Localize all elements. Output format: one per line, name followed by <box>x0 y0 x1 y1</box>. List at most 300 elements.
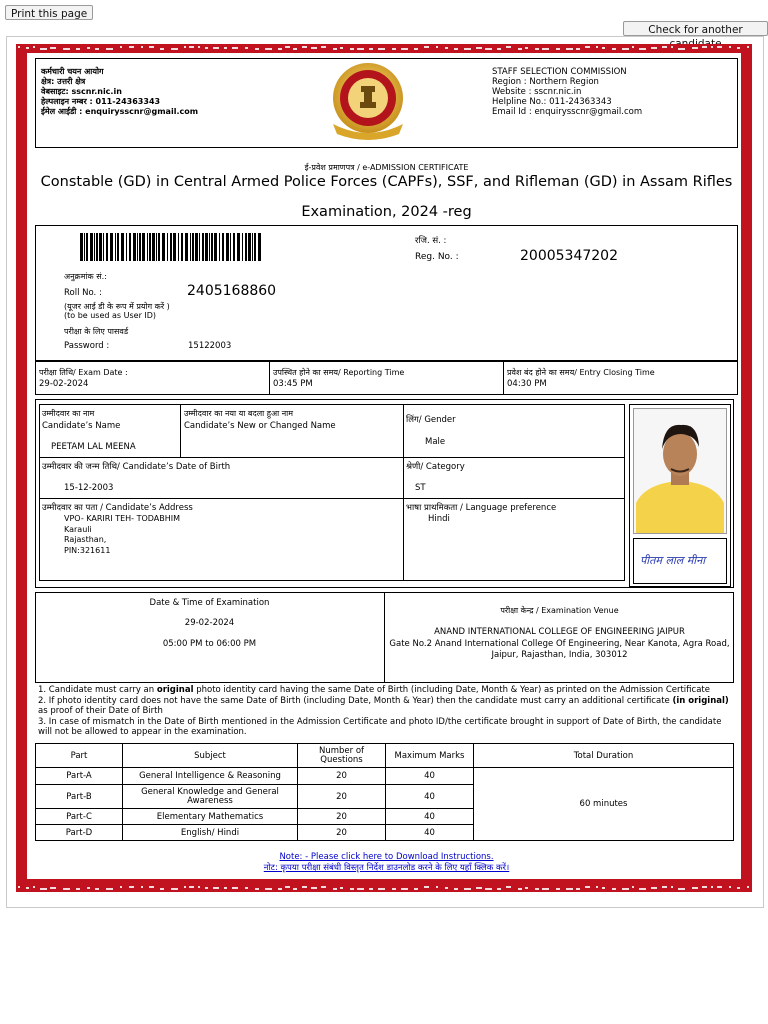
border-dash <box>729 46 731 48</box>
border-dash <box>302 886 307 888</box>
border-dash <box>535 48 539 50</box>
border-dash <box>632 886 634 888</box>
address-value <box>64 514 180 556</box>
print-page-button[interactable]: Print this page <box>5 5 93 20</box>
category-label: श्रेणी/ Category <box>406 462 465 472</box>
border-dash <box>454 888 458 890</box>
roll-note-en: (to be used as User ID) <box>64 311 157 320</box>
border-dash <box>651 887 657 889</box>
border-dash <box>160 48 164 50</box>
border-dash <box>141 886 143 888</box>
barcode-bar <box>126 233 127 261</box>
border-dash <box>285 46 290 48</box>
divider <box>39 457 625 458</box>
border-dash <box>198 46 200 48</box>
border-dash <box>87 887 90 889</box>
instruction-text: photo identity card having the same Date of Birth (including Date, Month & Year) as printed on the Admission Certificate <box>193 685 710 695</box>
border-dash <box>26 887 29 889</box>
border-dash <box>576 48 580 50</box>
barcode-bar <box>103 233 104 261</box>
venue-address-line: Gate No.2 Anand International College Of Engineering, Near Kanota, Agra Road, <box>389 639 730 649</box>
border-dash <box>596 886 598 888</box>
barcode-bar <box>96 233 98 261</box>
border-dash <box>149 46 154 48</box>
divider <box>403 404 404 581</box>
border-dash <box>737 47 740 49</box>
venue-label: परीक्षा केन्द्र / Examination Venue <box>500 606 619 615</box>
border-dash <box>321 886 326 888</box>
border-dash <box>747 886 749 888</box>
barcode-bar <box>86 233 88 261</box>
border-dash <box>497 888 501 890</box>
barcode-bar <box>242 233 243 261</box>
barcode-bar <box>214 233 217 261</box>
border-dash <box>160 888 164 890</box>
barcode-bar <box>158 233 160 261</box>
border-dash <box>18 46 20 48</box>
cell-questions: 20 <box>298 768 386 785</box>
border-dash <box>357 888 364 890</box>
barcode-bar <box>115 233 116 261</box>
barcode-bar <box>149 233 151 261</box>
barcode-bar <box>192 233 194 261</box>
barcode-bar <box>209 233 210 261</box>
reg-label-en: Reg. No. : <box>415 252 459 262</box>
cell-part: Part-D <box>36 825 123 841</box>
dob-label: उम्मीदवार की जन्म तिथि/ Candidate’s Date of Birth <box>42 462 231 472</box>
header-english <box>492 67 642 117</box>
border-dash <box>585 886 590 888</box>
divider <box>180 404 181 457</box>
border-dash <box>76 888 80 890</box>
cell-questions: 20 <box>298 809 386 825</box>
new-name-label-en: Candidate’s New or Changed Name <box>184 421 336 431</box>
cell-questions: 20 <box>298 825 386 841</box>
border-dash <box>369 48 373 50</box>
reg-label-hi: रजि. सं. : <box>415 236 447 246</box>
barcode-bar <box>181 233 183 261</box>
divider <box>269 361 270 395</box>
border-dash <box>255 888 259 890</box>
border-dash <box>401 888 408 890</box>
reporting-time-value: 03:45 PM <box>273 379 313 389</box>
border-dash <box>129 46 134 48</box>
barcode-bar <box>133 233 136 261</box>
header-en-line: Region : Northern Region <box>492 77 599 87</box>
reporting-time-label: उपस्थित होने का समय/ Reporting Time <box>273 368 405 377</box>
border-dash <box>662 46 667 48</box>
border-dash <box>596 46 598 48</box>
border-dash <box>464 48 471 50</box>
border-dash <box>476 887 482 889</box>
cell-subject: General Intelligence & Reasoning <box>123 768 298 785</box>
instruction-bold: original <box>156 685 194 695</box>
cell-subject: English/ Hindi <box>123 825 298 841</box>
border-dash <box>518 888 522 890</box>
address-line: Rajasthan, <box>64 535 107 544</box>
border-dash <box>33 46 35 48</box>
gender-label: लिंग/ Gender <box>406 415 456 425</box>
exam-title-line2: Examination, 2024 -reg <box>301 204 472 220</box>
candidate-photo-image <box>634 409 726 533</box>
border-dash <box>213 887 219 889</box>
border-dash <box>576 888 580 890</box>
candidate-name-value: PEETAM LAL MEENA <box>51 442 136 452</box>
border-dash <box>747 46 749 48</box>
password-label-en: Password : <box>64 341 110 351</box>
border-dash <box>464 888 471 890</box>
header-en-line: Helpline No.: 011-24363343 <box>492 97 612 107</box>
border-dash <box>392 48 396 50</box>
exam-datetime-label: Date & Time of Examination <box>149 598 270 608</box>
name-label-en: Candidate’s Name <box>42 421 121 431</box>
border-dash <box>50 887 56 889</box>
border-dash <box>436 46 438 48</box>
barcode-bar <box>252 233 253 261</box>
border-dash <box>717 886 722 888</box>
password-label-hi: परीक्षा के लिए पासवर्ड <box>64 327 129 336</box>
download-instructions-link-hindi[interactable]: नोट: कृपया परीक्षा संबंधी विस्तृत निर्देश डाउनलोड करने के लिए यहाँ क्लिक करें। <box>263 863 510 873</box>
roll-label-hi: अनुक्रमांक सं.: <box>64 272 107 281</box>
check-another-candidate-button[interactable]: Check for another <box>623 21 768 36</box>
border-dash <box>556 48 560 50</box>
border-dash <box>232 887 238 889</box>
border-dash <box>302 46 307 48</box>
border-dash <box>454 48 458 50</box>
border-dash <box>232 47 238 49</box>
barcode-bar <box>178 233 179 261</box>
border-dash <box>224 887 227 889</box>
download-instructions-link[interactable]: Note: - Please click here to Download Instructions. <box>279 852 494 862</box>
entry-closing-value: 04:30 PM <box>507 379 547 389</box>
border-dash <box>542 888 549 890</box>
border-dash <box>711 46 713 48</box>
border-dash <box>40 888 47 890</box>
border-dash <box>692 47 698 49</box>
border-dash <box>205 887 208 889</box>
barcode-bar <box>156 233 157 261</box>
border-dash <box>535 888 539 890</box>
barcode-bar <box>152 233 155 261</box>
border-dash <box>245 47 248 49</box>
border-dash <box>369 888 373 890</box>
border-dash <box>321 46 326 48</box>
border-dash <box>129 886 134 888</box>
divider <box>39 498 625 499</box>
address-line: PIN:321611 <box>64 545 111 555</box>
header-hi-line: हेल्पलाइन नम्बर : 011-24363343 <box>41 97 161 106</box>
header-hi-line: ईमेल आईडी : enquirysscnr@gmail.com <box>41 107 199 116</box>
header-hi-line: क्षेत्र: उत्तरी क्षेत्र <box>41 77 86 86</box>
border-dash <box>612 48 616 50</box>
roll-note-hi: (यूजर आई डी के रूप में प्रयोग करें ) <box>64 302 170 311</box>
barcode-bar <box>205 233 208 261</box>
border-dash <box>424 886 429 888</box>
border-dash <box>737 887 740 889</box>
border-dash <box>651 47 657 49</box>
border-dash <box>26 47 29 49</box>
address-line: VPO- KARIRI TEH- TODABHIM <box>64 514 181 523</box>
header-hi-line: कर्मचारी चयन आयोग <box>41 67 104 76</box>
border-dash <box>311 887 317 889</box>
barcode-bar <box>84 233 85 261</box>
border-dash <box>424 46 429 48</box>
barcode-bar <box>219 233 220 261</box>
border-dash <box>566 888 573 890</box>
exam-title-line1: Constable (GD) in Central Armed Police Forces (CAPFs), SSF, and Rifleman (GD) in Assam Rifles <box>40 174 733 190</box>
barcode-bar <box>106 233 108 261</box>
border-dash <box>278 48 282 50</box>
instruction-text: 1. Candidate must carry an <box>38 685 157 695</box>
barcode-bar <box>94 233 95 261</box>
border-dash <box>711 886 713 888</box>
border-dash <box>506 46 511 48</box>
border-dash <box>265 48 272 50</box>
border-dash <box>357 48 364 50</box>
border-dash <box>333 48 337 50</box>
marks-table <box>35 743 734 841</box>
border-dash <box>622 48 629 50</box>
border-dash <box>556 888 560 890</box>
dob-value: 15-12-2003 <box>64 483 114 493</box>
border-dash <box>265 888 272 890</box>
barcode-bar <box>170 233 172 261</box>
border-dash <box>525 887 528 889</box>
cell-marks: 40 <box>386 785 474 809</box>
border-dash <box>171 888 178 890</box>
cell-questions: 20 <box>298 785 386 809</box>
address-line: Karauli <box>64 524 92 534</box>
category-value: ST <box>415 483 426 493</box>
new-name-label-hi: उम्मीदवार का नया या बदला हुआ नाम <box>184 409 294 418</box>
instructions <box>38 685 731 738</box>
border-dash <box>717 46 722 48</box>
border-dash <box>311 47 317 49</box>
barcode-bar <box>230 233 231 261</box>
barcode-bar <box>222 233 224 261</box>
header-subject: Subject <box>123 744 298 768</box>
roll-no-value: 2405168860 <box>187 283 277 299</box>
border-dash <box>95 48 99 50</box>
border-dash <box>255 48 259 50</box>
barcode-bar <box>245 233 247 261</box>
border-dash <box>612 888 616 890</box>
border-dash <box>120 886 122 888</box>
instruction-text: 2. If photo identity card does not have the same Date of Birth (including Date, Month & Year) then the candidate must carry an additional certificate <box>38 695 673 706</box>
border-dash <box>632 46 634 48</box>
border-dash <box>678 888 685 890</box>
exam-date-value: 29-02-2024 <box>39 379 89 389</box>
border-dash <box>198 886 200 888</box>
border-dash <box>95 888 99 890</box>
border-dash <box>542 48 549 50</box>
barcode-bar <box>117 233 119 261</box>
border-dash <box>639 48 646 50</box>
border-dash <box>141 46 143 48</box>
border-dash <box>278 888 282 890</box>
border-dash <box>340 47 343 49</box>
reg-no-value: 20005347202 <box>520 248 618 264</box>
barcode-bar <box>211 233 213 261</box>
cell-part: Part-C <box>36 809 123 825</box>
header-questions: Number of Questions <box>298 744 386 768</box>
barcode-bar <box>90 233 93 261</box>
cell-duration: 60 minutes <box>474 768 734 841</box>
exam-date: 29-02-2024 <box>184 618 235 628</box>
header-part: Part <box>36 744 123 768</box>
cell-marks: 40 <box>386 825 474 841</box>
barcode-bar <box>80 233 83 261</box>
barcode-bar <box>190 233 191 261</box>
border-dash <box>350 48 354 50</box>
venue-name: ANAND INTERNATIONAL COLLEGE OF ENGINEERING JAIPUR <box>434 627 685 637</box>
barcode-bar <box>199 233 200 261</box>
border-dash <box>692 887 698 889</box>
barcode-bar <box>139 233 141 261</box>
border-dash <box>671 886 673 888</box>
barcode-icon <box>80 233 265 261</box>
barcode-bar <box>147 233 148 261</box>
border-dash <box>602 887 605 889</box>
barcode-bar <box>129 233 131 261</box>
border-dash <box>506 886 511 888</box>
cell-marks: 40 <box>386 809 474 825</box>
border-dash <box>585 46 590 48</box>
border-dash <box>149 886 154 888</box>
name-label-hi: उम्मीदवार का नाम <box>42 409 95 418</box>
border-dash <box>285 886 290 888</box>
border-dash <box>378 48 385 50</box>
border-dash <box>445 887 448 889</box>
barcode-bar <box>258 233 261 261</box>
cell-marks: 40 <box>386 768 474 785</box>
venue-address-line: Jaipur, Rajasthan, India, 303012 <box>491 650 628 660</box>
border-dash <box>333 888 337 890</box>
barcode-bar <box>142 233 145 261</box>
border-dash <box>622 888 629 890</box>
instruction-text: as proof of their Date of Birth <box>38 706 163 716</box>
divider <box>503 361 504 395</box>
border-pattern-top <box>16 45 752 51</box>
border-dash <box>224 47 227 49</box>
table-header-row <box>36 744 734 768</box>
border-dash <box>63 48 70 50</box>
border-dash <box>518 48 522 50</box>
border-dash <box>476 47 482 49</box>
border-dash <box>63 888 70 890</box>
exam-time: 05:00 PM to 06:00 PM <box>162 639 257 649</box>
password-value: 15122003 <box>188 341 232 351</box>
border-dash <box>350 888 354 890</box>
barcode-bar <box>226 233 229 261</box>
barcode-bar <box>121 233 124 261</box>
header-max-marks: Maximum Marks <box>386 744 474 768</box>
certificate-type-label: ई-प्रवेश प्रमाणपत्र / e-ADMISSION CERTIFICATE <box>304 163 469 172</box>
border-dash <box>485 888 492 890</box>
header-en-line: STAFF SELECTION COMMISSION <box>492 67 627 77</box>
header-en-line: Email Id : enquirysscnr@gmail.com <box>492 107 643 117</box>
border-dash <box>205 47 208 49</box>
border-dash <box>378 888 385 890</box>
ssc-emblem-icon <box>323 60 413 144</box>
candidate-signature: पीतम लाल मीना <box>640 554 706 567</box>
language-value: Hindi <box>428 514 450 524</box>
border-dash <box>33 886 35 888</box>
border-dash <box>189 886 194 888</box>
border-dash <box>245 887 248 889</box>
instruction-1 <box>38 685 731 696</box>
border-dash <box>485 48 492 50</box>
border-dash <box>639 888 646 890</box>
barcode-bar <box>167 233 168 261</box>
barcode-bar <box>185 233 188 261</box>
border-dash <box>184 886 186 888</box>
border-dash <box>340 887 343 889</box>
cell-part: Part-B <box>36 785 123 809</box>
roll-label-en: Roll No. : <box>64 288 102 298</box>
barcode-bar <box>110 233 113 261</box>
border-dash <box>445 47 448 49</box>
barcode-bar <box>233 233 235 261</box>
exam-date-label: परीक्षा तिथि/ Exam Date : <box>39 368 128 377</box>
border-dash <box>106 48 113 50</box>
border-dash <box>436 886 438 888</box>
barcode-bar <box>237 233 240 261</box>
address-label: उम्मीदवार का पता / Candidate’s Address <box>42 503 193 513</box>
border-dash <box>18 886 20 888</box>
barcode-bar <box>137 233 138 261</box>
border-dash <box>566 48 573 50</box>
header-duration: Total Duration <box>474 744 734 768</box>
border-dash <box>729 886 731 888</box>
language-label: भाषा प्राथमिकता / Language preference <box>406 503 557 513</box>
border-dash <box>497 48 501 50</box>
barcode-bar <box>254 233 256 261</box>
border-dash <box>184 46 186 48</box>
cell-part: Part-A <box>36 768 123 785</box>
barcode-bar <box>173 233 176 261</box>
table-row <box>36 768 734 785</box>
border-dash <box>702 46 707 48</box>
border-dash <box>76 48 80 50</box>
border-dash <box>662 886 667 888</box>
gender-value: Male <box>425 437 446 447</box>
border-dash <box>392 888 396 890</box>
border-dash <box>414 888 418 890</box>
barcode-bar <box>162 233 165 261</box>
border-dash <box>702 886 707 888</box>
barcode-bar <box>195 233 198 261</box>
border-dash <box>525 47 528 49</box>
instruction-2 <box>38 696 731 717</box>
border-dash <box>671 46 673 48</box>
border-dash <box>213 47 219 49</box>
border-dash <box>50 47 56 49</box>
barcode-bar <box>248 233 251 261</box>
cell-subject: Elementary Mathematics <box>123 809 298 825</box>
border-dash <box>87 47 90 49</box>
border-pattern-bottom <box>16 885 752 891</box>
header-hindi <box>41 67 198 117</box>
instruction-bold: (in original) <box>672 695 729 706</box>
header-hi-line: वेबसाइट: sscnr.nic.in <box>41 87 122 96</box>
border-dash <box>293 888 297 890</box>
candidate-photo <box>633 408 727 534</box>
border-dash <box>293 48 297 50</box>
border-dash <box>401 48 408 50</box>
header-en-line: Website : sscnr.nic.in <box>492 87 582 97</box>
entry-closing-label: प्रवेश बंद होने का समय/ Entry Closing Time <box>507 368 655 377</box>
